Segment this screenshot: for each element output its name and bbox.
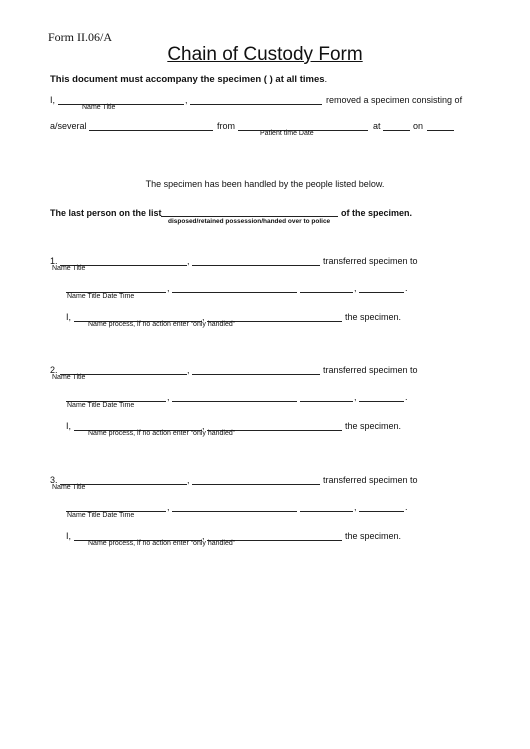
entry-comma: , <box>354 392 357 402</box>
entry-i-label: I, <box>66 312 72 322</box>
last-person-tail: of the specimen. <box>341 208 413 218</box>
recipient-time-field[interactable] <box>359 292 404 293</box>
recipient-date-field[interactable] <box>300 511 353 512</box>
transferred-text: transferred specimen to <box>323 365 418 375</box>
recipient-time-field[interactable] <box>359 401 404 402</box>
entry-i-label: I, <box>66 531 72 541</box>
entry-comma: , <box>167 392 170 402</box>
entry-comma: , <box>354 283 357 293</box>
recipient-date-field[interactable] <box>300 292 353 293</box>
recipient-date-field[interactable] <box>300 401 353 402</box>
name-title-date-time-caption: Name Title Date Time <box>67 402 135 409</box>
date-field[interactable] <box>427 130 454 131</box>
header-comma: , <box>185 95 188 105</box>
last-person-caption: disposed/retained possession/handed over to police <box>168 218 331 225</box>
header-name-field[interactable] <box>58 104 184 105</box>
entry-comma: , <box>187 365 190 375</box>
entry-comma: , <box>202 312 205 322</box>
entry-number: 2. <box>50 365 58 375</box>
entry-comma: , <box>202 531 205 541</box>
form-number: Form II.06/A <box>48 30 112 44</box>
entry-i-label: I, <box>66 421 72 431</box>
last-person-action-field[interactable] <box>161 216 338 217</box>
entry-title-field[interactable] <box>192 484 320 485</box>
entry-period: . <box>405 392 408 402</box>
name-title-caption: Name Title <box>52 265 86 272</box>
name-title-caption: Name Title <box>52 374 86 381</box>
header-title-field[interactable] <box>190 104 322 105</box>
page-title: Chain of Custody Form <box>167 44 363 65</box>
name-title-date-time-caption: Name Title Date Time <box>67 293 135 300</box>
specimen-text: the specimen. <box>345 531 402 541</box>
entry-comma: , <box>202 421 205 431</box>
specimen-text: the specimen. <box>345 312 402 322</box>
name-title-date-time-caption: Name Title Date Time <box>67 512 135 519</box>
entry-period: . <box>405 283 408 293</box>
specimen-type-field[interactable] <box>89 130 213 131</box>
patient-caption: Patient time Date <box>260 130 314 137</box>
process-caption: Name process, if no action enter “only handled” <box>88 540 236 547</box>
entry-period: . <box>405 502 408 512</box>
time-field[interactable] <box>383 130 410 131</box>
entry-number: 3. <box>50 475 58 485</box>
recipient-title-field[interactable] <box>172 511 297 512</box>
accompany-notice-text: This document must accompany the specimen ( ) at all times <box>50 74 325 85</box>
last-person-lead: The last person on the list <box>50 208 162 218</box>
recipient-title-field[interactable] <box>172 292 297 293</box>
process-caption: Name process, if no action enter “only handled” <box>88 321 236 328</box>
specimen-text: the specimen. <box>345 421 402 431</box>
on-label: on <box>413 121 424 131</box>
handled-notice: The specimen has been handled by the people listed below. <box>145 179 385 189</box>
process-caption: Name process, if no action enter “only handled” <box>88 430 236 437</box>
header-i-label: I, <box>50 95 56 105</box>
recipient-title-field[interactable] <box>172 401 297 402</box>
entry-comma: , <box>354 502 357 512</box>
at-label: at <box>373 121 381 131</box>
header-name-title-caption: Name Title <box>82 104 116 111</box>
entry-title-field[interactable] <box>192 374 320 375</box>
from-label: from <box>217 121 235 131</box>
recipient-time-field[interactable] <box>359 511 404 512</box>
accompany-notice <box>50 74 327 85</box>
entry-comma: , <box>167 502 170 512</box>
entry-number: 1. <box>50 256 58 266</box>
removed-text: removed a specimen consisting of <box>326 95 463 105</box>
transferred-text: transferred specimen to <box>323 256 418 266</box>
entry-comma: , <box>167 283 170 293</box>
transferred-text: transferred specimen to <box>323 475 418 485</box>
accompany-notice-period: . <box>324 74 328 85</box>
entry-title-field[interactable] <box>192 265 320 266</box>
name-title-caption: Name Title <box>52 484 86 491</box>
entry-comma: , <box>187 475 190 485</box>
several-label: a/several <box>50 121 87 131</box>
entry-comma: , <box>187 256 190 266</box>
